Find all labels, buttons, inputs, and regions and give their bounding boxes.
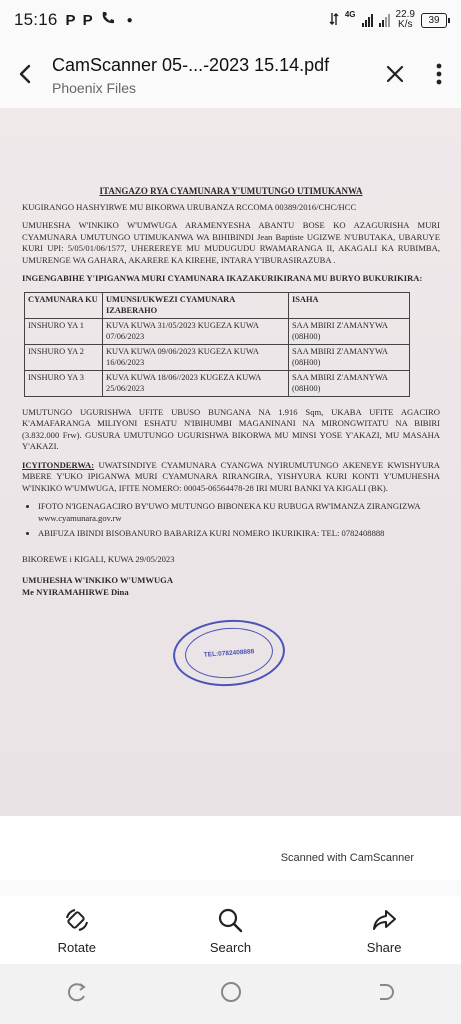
document-bullets xyxy=(38,501,440,540)
more-vert-icon xyxy=(436,63,442,85)
share-icon xyxy=(370,906,398,934)
network-speed xyxy=(396,10,415,30)
home-icon xyxy=(219,980,243,1004)
nav-back-button[interactable] xyxy=(374,981,396,1008)
document-paragraph: KUGIRANGO HASHYIRWE MU BIKORWA URUBANZA RCCOMA 00389/2016/CHC/HCC xyxy=(22,201,357,212)
table-row xyxy=(25,344,410,370)
battery-icon xyxy=(421,13,447,28)
recents-icon xyxy=(66,981,88,1003)
signal-icon xyxy=(362,13,373,27)
table-cell: SAA MBIRI Z'AMANYWA (08H00) xyxy=(289,344,410,370)
table-cell: KUVA KUWA 31/05/2023 KUGEZA KUWA 07/06/2023 xyxy=(103,318,289,344)
signer-title: UMUHESHA W'INKIKO W'UMWUGA xyxy=(22,575,174,585)
app-subtitle: Phoenix Files xyxy=(52,79,137,96)
phone-icon xyxy=(100,10,116,30)
signature-block xyxy=(22,575,440,598)
recents-button[interactable] xyxy=(66,981,88,1008)
note-label: ICYITONDERWA: xyxy=(22,459,95,470)
list-item: • ABIFUZA IBINDI BISOBANURO BABARIZA KURI NOMERO IKURIKIRA: TEL: 0782408888 xyxy=(38,528,440,540)
scanned-image xyxy=(0,108,461,816)
document-title: CamScanner 05-...-2023 15.14.pdf xyxy=(52,54,330,75)
table-header-row xyxy=(25,292,410,318)
document-note xyxy=(22,460,440,495)
share-button[interactable] xyxy=(339,906,429,955)
home-button[interactable] xyxy=(219,980,243,1009)
table-cell: SAA MBIRI Z'AMANYWA (08H00) xyxy=(289,370,410,396)
battery-level: 39 xyxy=(428,14,440,26)
search-button[interactable] xyxy=(185,906,275,955)
table-header: CYAMUNARA KU xyxy=(25,292,103,318)
table-cell: SAA MBIRI Z'AMANYWA (08H00) xyxy=(289,318,410,344)
notification-p-icon: P xyxy=(82,11,93,29)
table-row xyxy=(25,370,410,396)
signal-2-icon xyxy=(379,13,390,27)
note-text: UWATSINDIYE CYAMUNARA CYANGWA NYIRUMUTUNGO AKENEYE KWISHYURA MBERE Y'UKO IPIGANWA MURI CYAMUNARA RIRANGIRA, YISHYURA KURI KONTI Y'UMUHESHA W'INKIKO W'UMWUGA, IFITE NOMERO: 00045-06564478-28 IRI MURI BANKI YA KIGALI (BK). xyxy=(22,459,440,493)
status-right xyxy=(329,10,447,30)
document-paragraph: UMUTUNGO UGURISHWA UFITE UBUSO BUNGANA NA 1.916 Sqm, UKABA UFITE AGACIRO K'AMAFARANGA MILIYONI ESHATU N'IBIHUMBI MAGANINANI NA MIRONGWITATU NA BIBIRI (3.832.000 Frw). GUSURA UMUTUNGO UGURISHWA BIKORWA MU MINSI YOSE Y'AKAZI, MU MASAHA Y'AKAZI. xyxy=(22,406,440,451)
notification-p-icon: P xyxy=(65,11,76,29)
document-paragraph: UMUHESHA W'INKIKO W'UMWUGA ARAMENYESHA ABANTU BOSE KO AZAGURISHA MURI CYAMUNARA UMUTUNGO UTIMUKANWA WA BIHIBINDI Jean Baptiste UGIZWE N'UBUTAKA, UBARUYE KURI UPI: 5/05/01/06/1577, UHEREREYE MU MUDUGUDU RWAMARANGA II, AKAGALI KA RUBIMBA, UMURENGE WA GAHARA, AKARERE KA KIREHE, INTARA Y'IBURASIRAZUBA . xyxy=(22,220,440,265)
official-stamp xyxy=(171,616,287,690)
search-label: Search xyxy=(209,939,252,955)
place-date: BIKOREWE i KIGALI, KUWA 29/05/2023 xyxy=(22,553,175,564)
rotate-label: Rotate xyxy=(57,939,96,955)
title-block xyxy=(52,53,373,96)
document-heading: ITANGAZO RYA CYAMUNARA Y'UMUTUNGO UTIMUKANWA xyxy=(99,186,363,196)
auction-schedule-table xyxy=(24,292,410,397)
speed-value: 22.9 xyxy=(395,9,415,20)
network-badge: 4G xyxy=(344,10,356,19)
pdf-page[interactable] xyxy=(0,108,461,880)
table-cell: KUVA KUWA 09/06/2023 KUGEZA KUWA 16/06/2023 xyxy=(103,344,289,370)
scanned-with-watermark: Scanned with CamScanner xyxy=(280,852,414,864)
nav-back-icon xyxy=(374,981,396,1003)
system-nav-bar xyxy=(0,964,461,1024)
table-header: ISAHA xyxy=(289,292,410,318)
bottom-toolbar xyxy=(0,896,461,964)
status-time: 15:16 xyxy=(14,10,58,29)
table-cell: INSHURO YA 3 xyxy=(25,370,103,396)
data-transfer-icon xyxy=(329,12,339,29)
close-icon xyxy=(385,64,405,84)
notification-icons xyxy=(66,10,133,30)
more-options-button[interactable] xyxy=(417,48,461,100)
more-notifications-dot: ● xyxy=(126,14,133,26)
rotate-icon xyxy=(63,906,91,934)
table-row xyxy=(25,318,410,344)
list-item: • IFOTO N'IGENAGACIRO BY'UWO MUTUNGO BIBONEKA KU RUBUGA RW'IMANZA ZIRANGIZWA www.cyamunara.gov.rw xyxy=(38,501,440,524)
arrow-left-icon xyxy=(15,63,37,85)
table-header: UMUNSI/UKWEZI CYAMUNARA IZABERAHO xyxy=(103,292,289,318)
document-subheading: INGENGABIHE Y'IPIGANWA MURI CYAMUNARA IKAZAKURIKIRANA MU BURYO BUKURIKIRA: xyxy=(22,273,423,283)
share-label: Share xyxy=(366,939,402,955)
stamp-text: TEL:0782408888 xyxy=(203,647,255,659)
table-cell: KUVA KUWA 18/06//2023 KUGEZA KUWA 25/06/2023 xyxy=(103,370,289,396)
status-bar xyxy=(0,0,461,40)
signer-name: Me NYIRAMAHIRWE Dina xyxy=(22,586,129,597)
document-content xyxy=(22,186,440,598)
table-cell: INSHURO YA 1 xyxy=(25,318,103,344)
speed-unit: K/s xyxy=(398,19,413,30)
close-button[interactable] xyxy=(373,48,417,100)
app-bar xyxy=(0,40,461,108)
table-cell: INSHURO YA 2 xyxy=(25,344,103,370)
back-button[interactable] xyxy=(0,48,52,100)
search-icon xyxy=(216,906,244,934)
rotate-button[interactable] xyxy=(32,906,122,955)
